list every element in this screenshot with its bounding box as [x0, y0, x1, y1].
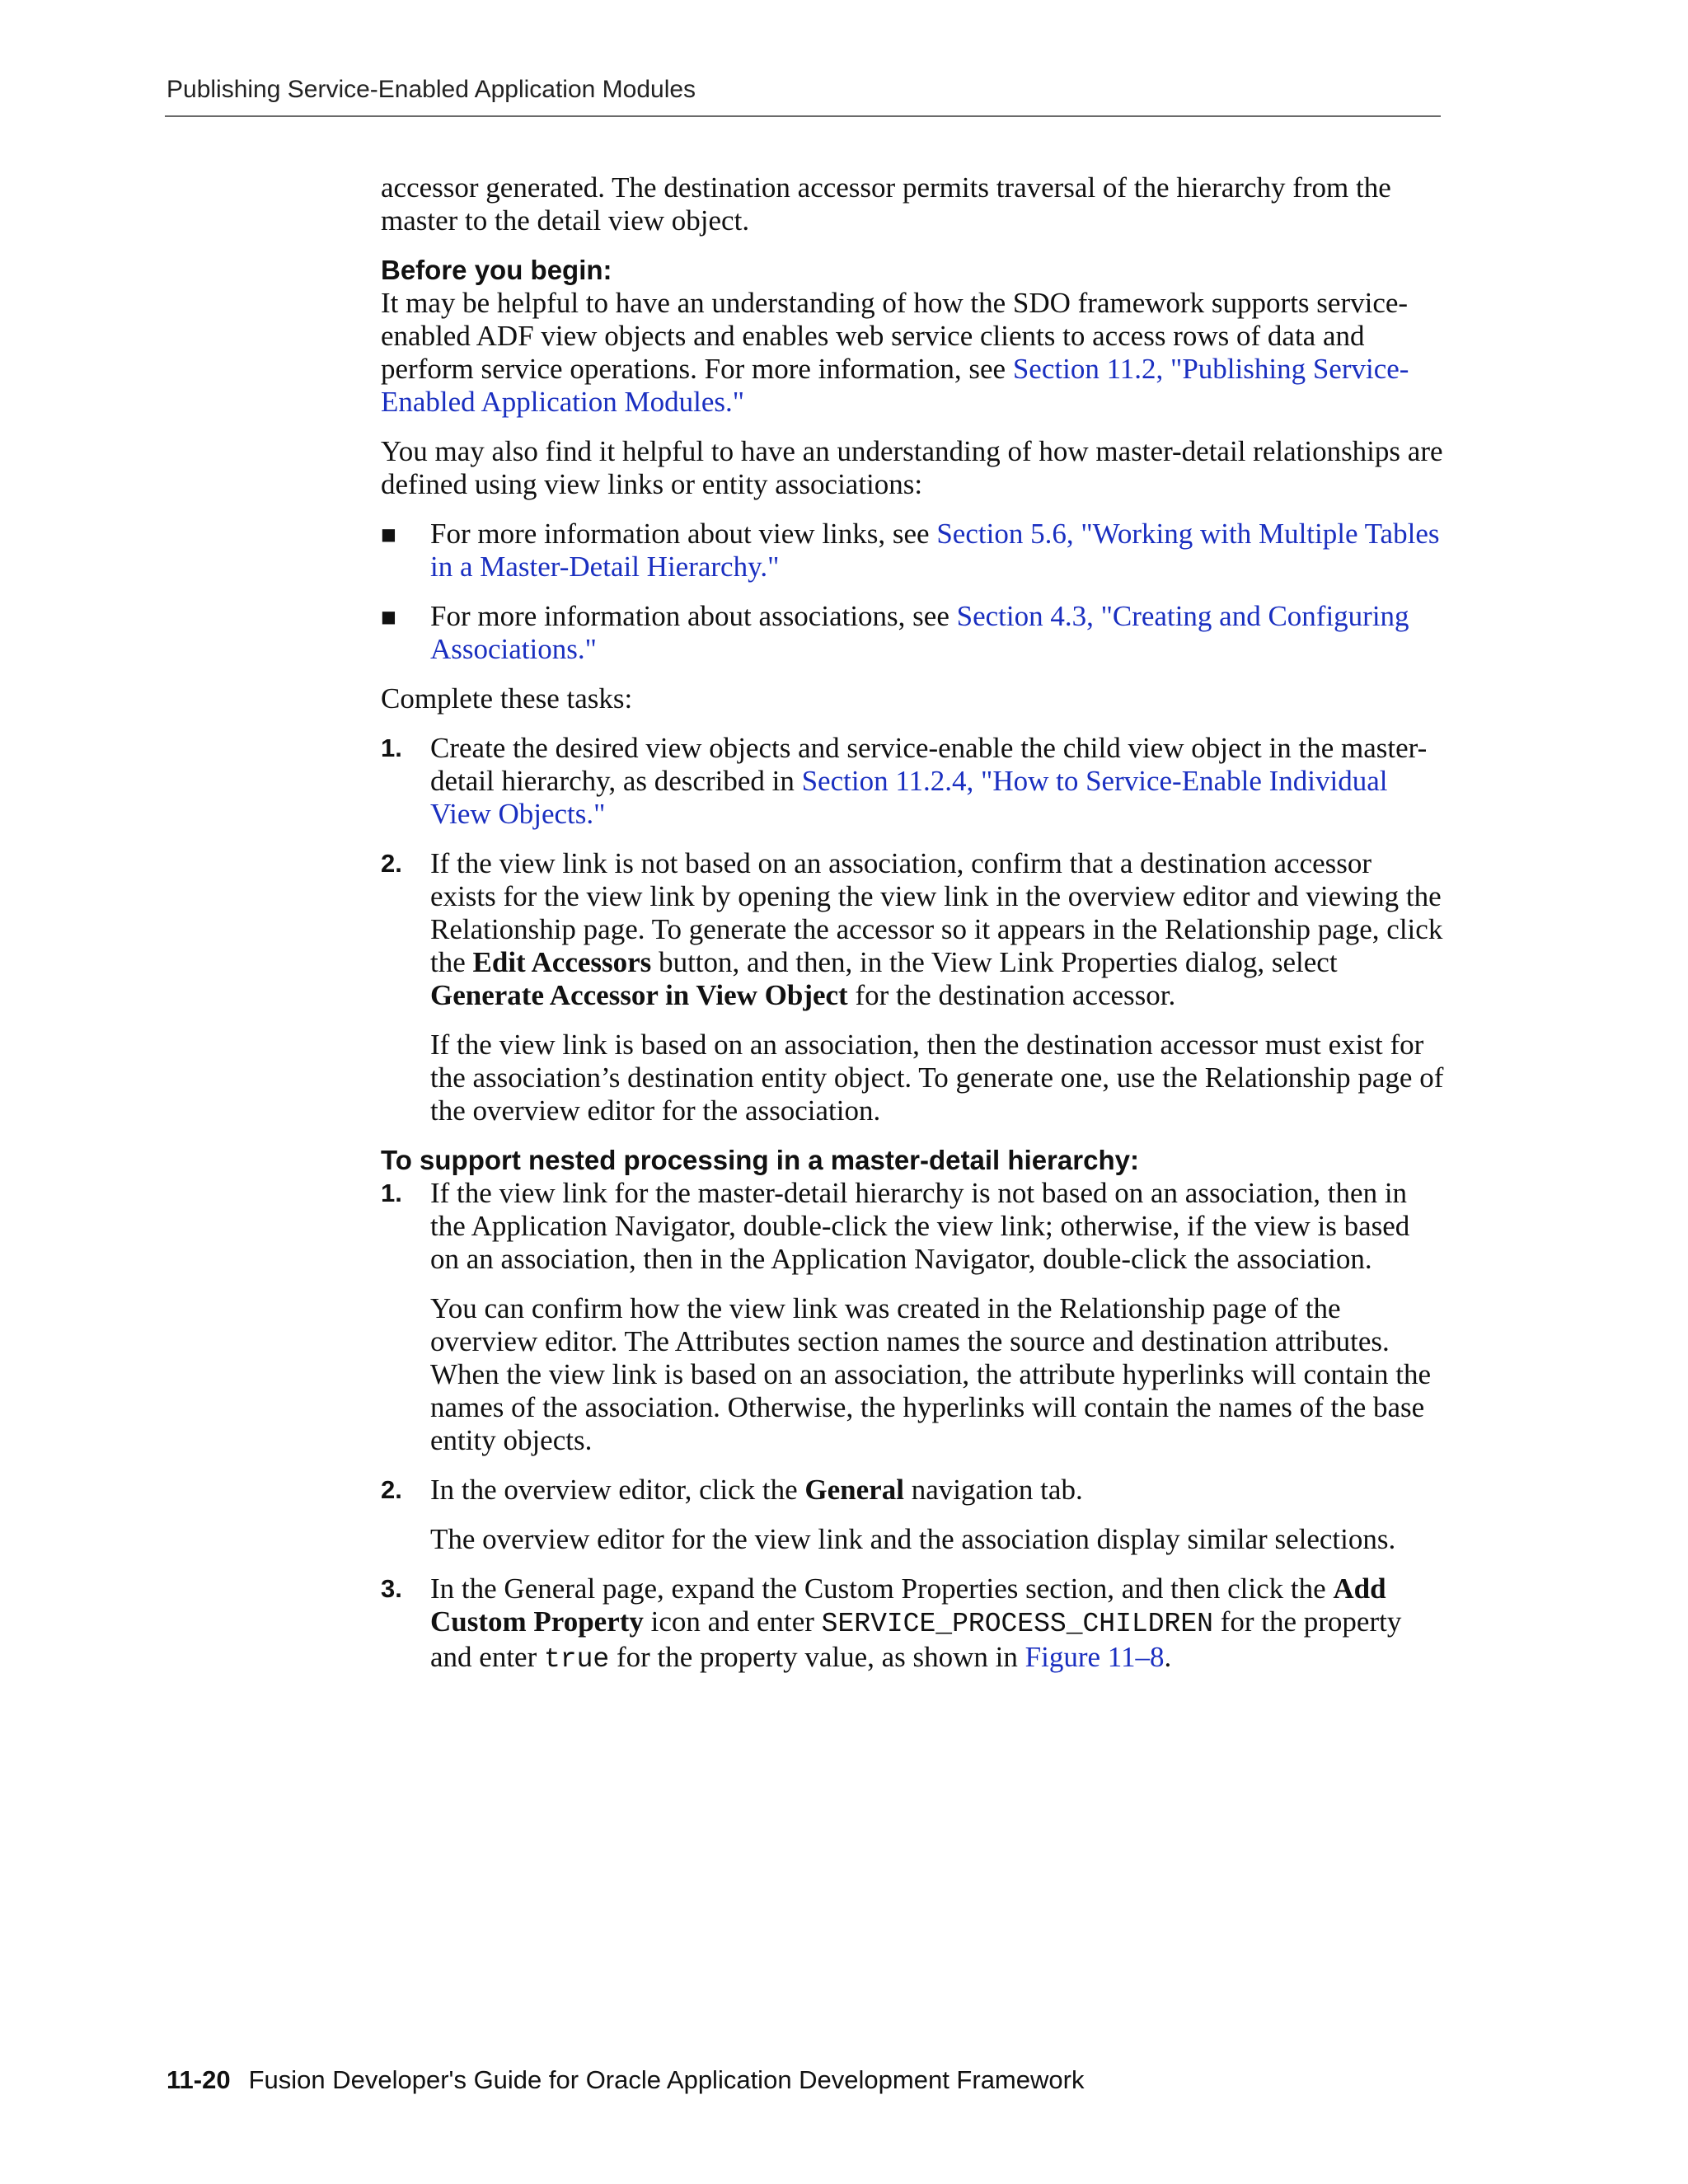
xref-section-5-6-link[interactable]: Section 5.6, "Working with Multiple Tables in a Master-Detail Hierarchy." [430, 518, 1440, 583]
header-divider [165, 115, 1441, 117]
bullet-marker: ■ [381, 524, 396, 544]
running-header: Publishing Service-Enabled Application Modules [166, 76, 696, 103]
xref-section-4-3-link[interactable]: Section 4.3, "Creating and Configuring Associations." [430, 600, 1409, 665]
step-text: If the view link for the master-detail hierarchy is not based on an association, then in the Application Navigator, double-click the view link; otherwise, if the view is based on an association, then in the Application Navigator, double-click the association. [430, 1177, 1410, 1275]
step-text: for the property and enter [430, 1605, 1402, 1673]
bullet-item-associations [381, 600, 1444, 666]
task-text: Create the desired view objects and service-enable the child view object in the master-detail hierarchy, as described in [430, 732, 1428, 797]
task-text: for the destination accessor. [847, 979, 1176, 1011]
add-custom-property-term: Add Custom Property [430, 1572, 1386, 1638]
xref-figure-11-8-link[interactable]: Figure 11–8 [1025, 1641, 1165, 1673]
general-tab-term: General [804, 1474, 904, 1506]
task-item-1 [381, 732, 1444, 831]
bullet-item-view-links [381, 518, 1444, 583]
bullet-text: For more information about associations, see [430, 600, 957, 632]
step-text: In the General page, expand the Custom Properties section, and then click the [430, 1572, 1334, 1605]
procedure-heading: To support nested processing in a master-detail hierarchy: [381, 1145, 1139, 1175]
step-text: In the overview editor, click the [430, 1474, 805, 1506]
sdo-framework-text: It may be helpful to have an understanding of how the SDO framework supports service-enabled ADF view objects and enables web service clients to access rows of data and perform service operations. For more information, see [381, 287, 1409, 385]
xref-section-11-2-link[interactable]: Section 11.2, "Publishing Service-Enabled Application Modules." [381, 353, 1409, 418]
procedure-step-1 [381, 1177, 1444, 1457]
step-number: 2. [381, 849, 402, 878]
master-detail-paragraph: You may also find it helpful to have an understanding of how master-detail relationships are defined using view links or entity associations: [381, 435, 1443, 500]
step-2-subparagraph: The overview editor for the view link and the association display similar selections. [430, 1523, 1396, 1555]
task-text: button, and then, in the View Link Properties dialog, select [651, 946, 1338, 978]
code-property-value: true [543, 1644, 610, 1675]
bullet-marker: ■ [381, 607, 396, 626]
procedure-step-2 [381, 1474, 1444, 1556]
task-text: If the view link is not based on an association, confirm that a destination accessor exists for the view link by opening the view link in the overview editor and viewing the Relationship page. To generate the accessor so it appears in the Relationship page, click the [430, 847, 1443, 978]
page-footer [166, 2065, 1084, 2095]
task-2-subparagraph: If the view link is based on an association, then the destination accessor must exist for the association’s destination entity object. To generate one, use the Relationship page of the overview editor for the association. [430, 1029, 1444, 1127]
procedure-step-3 [381, 1572, 1444, 1676]
step-text: . [1164, 1641, 1172, 1673]
step-number: 2. [381, 1475, 402, 1504]
bullet-text: For more information about view links, see [430, 518, 937, 550]
step-number: 1. [381, 1179, 402, 1207]
step-number: 3. [381, 1574, 402, 1603]
tasks-intro: Complete these tasks: [381, 682, 633, 715]
task-item-2 [381, 847, 1444, 1127]
step-text: icon and enter [643, 1605, 822, 1638]
generate-accessor-term: Generate Accessor in View Object [430, 979, 848, 1011]
xref-section-11-2-4-link[interactable]: Section 11.2.4, "How to Service-Enable Individual View Objects." [430, 765, 1388, 830]
step-number: 1. [381, 733, 402, 762]
edit-accessors-term: Edit Accessors [472, 946, 652, 978]
book-title: Fusion Developer's Guide for Oracle Application Development Framework [248, 2065, 1085, 2094]
step-text: navigation tab. [903, 1474, 1083, 1506]
before-you-begin-heading: Before you begin: [381, 255, 612, 285]
code-property-name: SERVICE_PROCESS_CHILDREN [821, 1609, 1213, 1639]
step-text: for the property value, as shown in [609, 1641, 1025, 1673]
page-number: 11-20 [166, 2065, 231, 2094]
page-body [381, 171, 1444, 1693]
step-1-subparagraph: You can confirm how the view link was created in the Relationship page of the overview editor. The Attributes section names the source and destination attributes. When the view link is based on an association, the attribute hyperlinks will contain the names of the association. Otherwise, the hyperlinks will contain the names of the base entity objects. [430, 1292, 1432, 1456]
intro-paragraph: accessor generated. The destination accessor permits traversal of the hierarchy from the master to the detail view object. [381, 171, 1391, 237]
sdo-framework-paragraph [381, 287, 1444, 419]
